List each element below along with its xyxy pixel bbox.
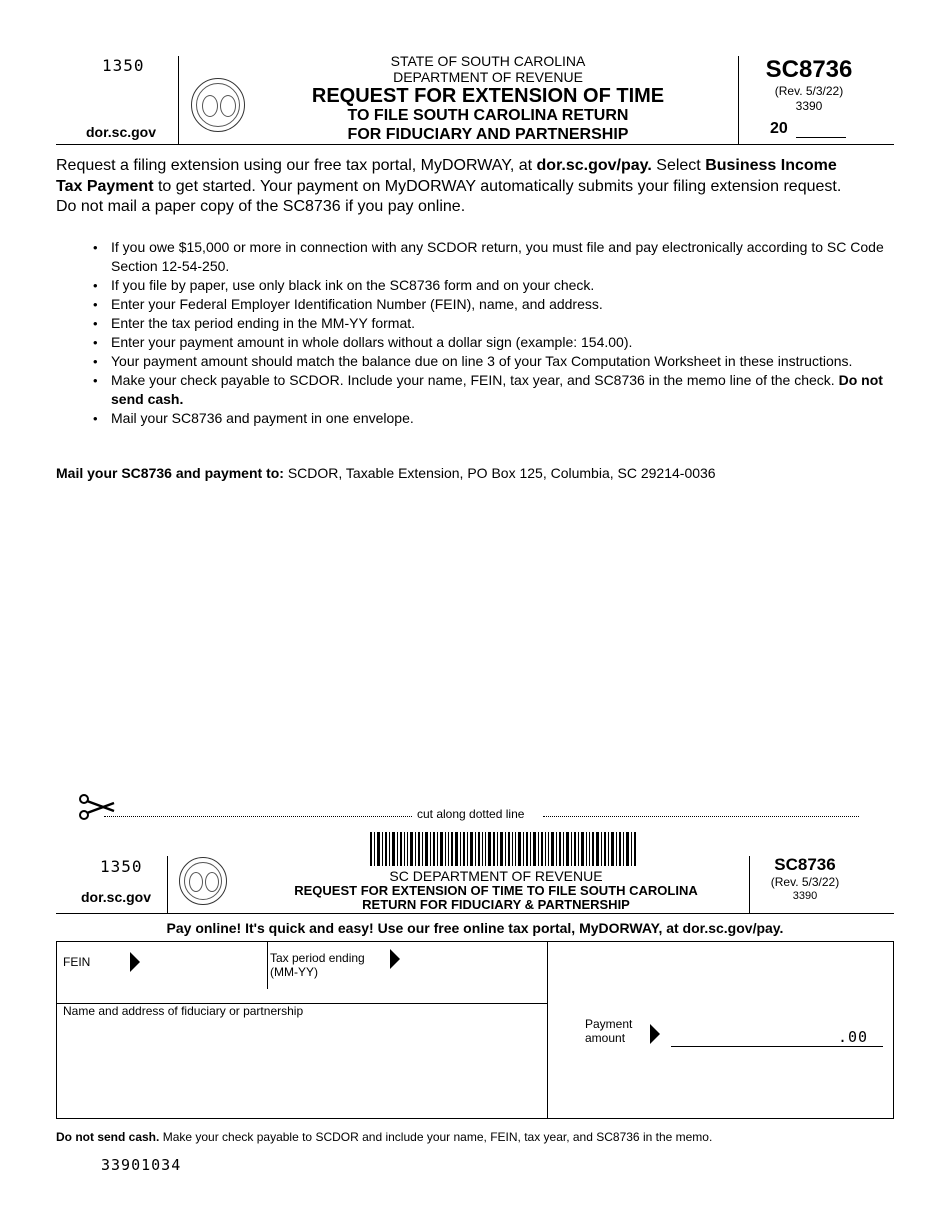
footer-text: Make your check payable to SCDOR and include your name, FEIN, tax year, and SC8736 in the memo. xyxy=(159,1130,713,1144)
instruction-list xyxy=(56,238,896,428)
payment-label-2: amount xyxy=(585,1031,626,1045)
arrow-right-icon xyxy=(130,952,140,972)
header-divider-right xyxy=(738,56,739,144)
voucher-form-code-number: 3390 xyxy=(792,890,818,902)
barcode-icon xyxy=(370,832,637,866)
header-title-block xyxy=(250,53,726,144)
voucher-form-number: SC8736 xyxy=(774,855,836,874)
website: dor.sc.gov xyxy=(86,124,157,140)
form-title: REQUEST FOR EXTENSION OF TIME xyxy=(311,85,665,107)
cut-line-label: cut along dotted line xyxy=(417,807,525,821)
intro-text-1: Request a filing extension using our free tax portal, MyDORWAY, at xyxy=(56,157,537,174)
list-item: • If you file by paper, use only black ink on the SC8736 form and on your check. xyxy=(56,276,896,295)
pay-link[interactable]: dor.sc.gov/pay. xyxy=(536,157,652,174)
form-subtitle-2: FOR FIDUCIARY AND PARTNERSHIP xyxy=(347,126,629,143)
list-item: • Mail your SC8736 and payment in one envelope. xyxy=(56,409,896,428)
footer-no-cash: Do not send cash. xyxy=(56,1130,160,1144)
voucher-header-rule xyxy=(56,913,894,914)
sc-state-seal-icon xyxy=(191,78,245,132)
pay-online-banner: Pay online! It's quick and easy! Use our free online tax portal, MyDORWAY, at dor.sc.gov/pay. xyxy=(166,920,784,936)
header-divider-left xyxy=(178,56,179,144)
voucher-footer xyxy=(56,1130,712,1144)
year-input-line[interactable] xyxy=(796,137,846,138)
tax-period-label xyxy=(270,951,365,979)
voucher-form-id xyxy=(752,855,858,903)
list-item: • Enter your payment amount in whole dollars without a dollar sign (example: 154.00). xyxy=(56,333,896,352)
voucher-website: dor.sc.gov xyxy=(81,889,152,905)
check-instruction: Make your check payable to SCDOR. Include your name, FEIN, tax year, and SC8736 in the memo line of the check. xyxy=(111,372,839,388)
arrow-right-icon xyxy=(390,949,400,969)
state-name: STATE OF SOUTH CAROLINA xyxy=(390,53,586,69)
list-item xyxy=(56,371,896,409)
mail-address xyxy=(56,465,716,481)
arrow-right-icon xyxy=(650,1024,660,1044)
voucher-divider-left xyxy=(167,856,168,913)
voucher-box-divider xyxy=(547,941,548,1119)
cut-line-left xyxy=(104,816,412,817)
list-item: • If you owe $15,000 or more in connection with any SCDOR return, you must file and pay electronically according to SC Code Section 12-54-250. xyxy=(56,238,896,276)
header-bottom-rule xyxy=(56,144,894,145)
fein-divider xyxy=(267,941,268,989)
voucher-form-code: 1350 xyxy=(100,857,143,876)
payment-label-1: Payment xyxy=(585,1017,633,1031)
year-prefix: 20 xyxy=(770,120,788,137)
name-address-input[interactable] xyxy=(60,1020,542,1114)
intro-paragraph xyxy=(56,156,856,218)
voucher-revision: (Rev. 5/3/22) xyxy=(770,875,840,889)
tax-period-input[interactable] xyxy=(405,947,543,983)
voucher-department: SC DEPARTMENT OF REVENUE xyxy=(389,868,603,884)
intro-text-2: Select xyxy=(651,157,706,174)
list-item: • Your payment amount should match the balance due on line 3 of your Tax Computation Worksheet in these instructions. xyxy=(56,352,896,371)
form-revision: (Rev. 5/3/22) xyxy=(774,84,844,98)
voucher-title-2: RETURN FOR FIDUCIARY & PARTNERSHIP xyxy=(362,897,630,912)
no-cash-warning: Do not send cash. xyxy=(111,372,883,407)
scan-code: 33901034 xyxy=(101,1156,182,1174)
sc-state-seal-icon xyxy=(179,857,227,905)
business-tax-payment: Business Income Tax Payment xyxy=(56,157,837,195)
form-code: 1350 xyxy=(102,56,145,75)
form-code-number: 3390 xyxy=(795,99,823,113)
payment-cents: .00 xyxy=(838,1028,869,1046)
mail-label: Mail your SC8736 and payment to: xyxy=(56,465,284,481)
mail-address-text: SCDOR, Taxable Extension, PO Box 125, Columbia, SC 29214-0036 xyxy=(283,465,716,481)
tax-period-label-1: Tax period ending xyxy=(270,951,365,965)
form-id-block xyxy=(745,56,873,113)
fein-input[interactable] xyxy=(145,947,263,983)
voucher-title-1: REQUEST FOR EXTENSION OF TIME TO FILE SOUTH CAROLINA xyxy=(294,883,698,898)
cut-line-right xyxy=(543,816,859,817)
tax-period-label-2: (MM-YY) xyxy=(270,965,318,979)
voucher-title-block xyxy=(236,869,756,912)
form-subtitle-1: TO FILE SOUTH CAROLINA RETURN xyxy=(347,107,629,124)
voucher-divider-right xyxy=(749,856,750,913)
department-name: DEPARTMENT OF REVENUE xyxy=(393,69,583,85)
intro-text-3: to get started. Your payment on MyDORWAY automatically submits your filing extension request. Do not mail a paper copy of the SC8736 if you pay online. xyxy=(56,177,842,215)
form-number: SC8736 xyxy=(765,56,853,83)
payment-amount-label xyxy=(585,1017,632,1045)
list-item: • Enter the tax period ending in the MM-YY format. xyxy=(56,314,896,333)
fein-label: FEIN xyxy=(63,955,91,969)
list-item: • Enter your Federal Employer Identification Number (FEIN), name, and address. xyxy=(56,295,896,314)
name-address-label: Name and address of fiduciary or partnership xyxy=(63,1004,304,1018)
